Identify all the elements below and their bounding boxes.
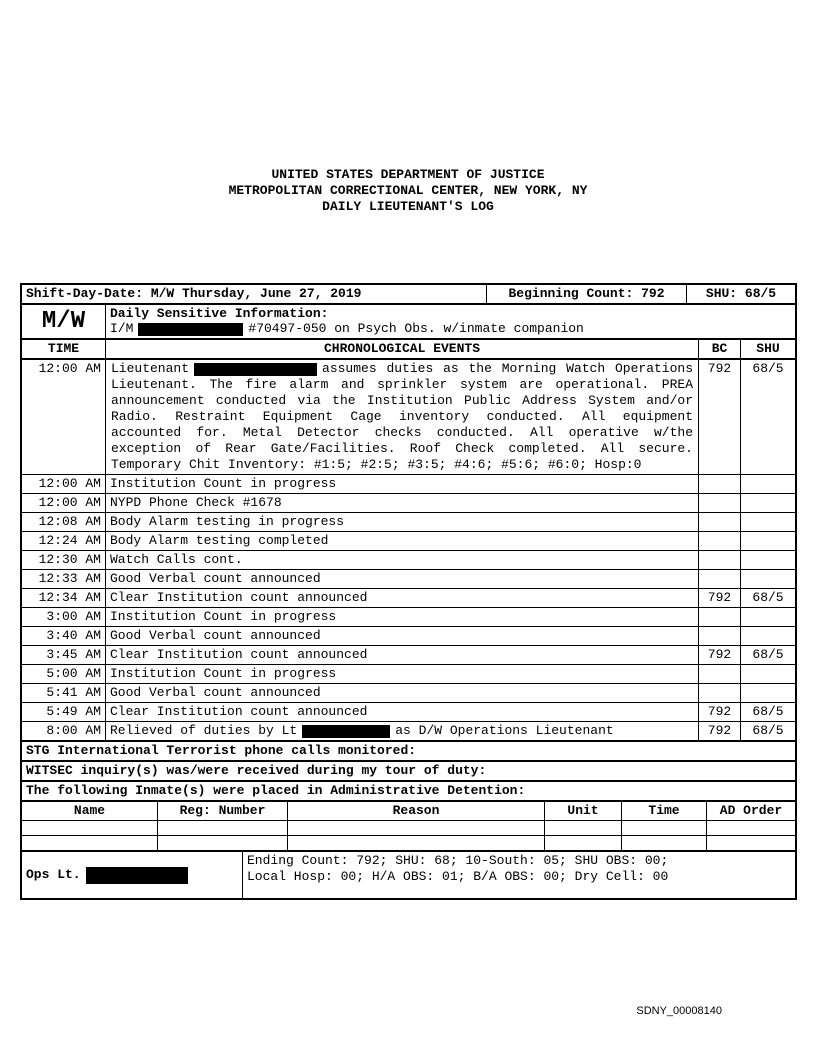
event-cell: NYPD Phone Check #1678 xyxy=(105,494,698,512)
bc-cell: 792 xyxy=(698,589,740,607)
log-row xyxy=(22,721,795,740)
ad-header-row xyxy=(22,800,795,820)
log-row xyxy=(22,664,795,683)
sensitive-text-before: I/M xyxy=(110,321,134,336)
shu-count: SHU: 68/5 xyxy=(686,285,795,303)
time-cell: 8:00 AM xyxy=(46,723,101,738)
ad-cell-time xyxy=(621,821,706,835)
shu-cell xyxy=(740,665,795,683)
shu-cell xyxy=(740,570,795,588)
ad-cell-unit xyxy=(544,836,621,850)
event-cell: Body Alarm testing in progress xyxy=(105,513,698,531)
bc-cell xyxy=(698,570,740,588)
event-cell: Clear Institution count announced xyxy=(105,703,698,721)
log-header-time: TIME xyxy=(47,341,80,356)
time-cell: 12:00 AM xyxy=(38,361,101,376)
redaction-box xyxy=(86,867,188,884)
bc-cell xyxy=(698,532,740,550)
shu-cell: 68/5 xyxy=(740,360,795,474)
time-cell: 3:45 AM xyxy=(46,647,101,662)
sensitive-info-label: Daily Sensitive Information: xyxy=(110,306,329,321)
bc-cell xyxy=(698,627,740,645)
shu-cell: 68/5 xyxy=(740,703,795,721)
bates-number: SDNY_00008140 xyxy=(636,1005,722,1017)
ad-cell-reg-number xyxy=(157,836,287,850)
event-cell: Institution Count in progress xyxy=(105,475,698,493)
shift-day-date: Shift-Day-Date: M/W Thursday, June 27, 2019 xyxy=(26,286,362,301)
event-cell: Body Alarm testing completed xyxy=(105,532,698,550)
bc-cell xyxy=(698,665,740,683)
section-ad-intro xyxy=(22,780,795,800)
header-facility: METROPOLITAN CORRECTIONAL CENTER, NEW YORK, NY xyxy=(228,183,588,198)
shu-cell xyxy=(740,608,795,626)
event-text-after: assumes duties as the Morning Watch Operations Lieutenant. The fire alarm and sprinkler system are operational. PREA announcement conducted via the Institution Public Address System and/or Radio. Restraint Equipment Cage inventory conducted. All equipment accounted for. Metal Detector checks conducted. All operative w/the exception of Rear Gate/Facilities. Roof Check completed. All secure. Temporary Chit Inventory: #1:5; #2:5; #3:5; #4:6; #5:6; #6:0; Hosp:0 xyxy=(111,361,693,472)
time-cell: 5:49 AM xyxy=(46,704,101,719)
log-row xyxy=(22,683,795,702)
log-row xyxy=(22,607,795,626)
log-row xyxy=(22,531,795,550)
sensitive-text-after: #70497-050 on Psych Obs. w/inmate companion xyxy=(248,321,584,336)
redaction-box xyxy=(138,323,243,336)
log-row xyxy=(22,645,795,664)
log-header-shu: SHU xyxy=(740,340,795,358)
ending-count-line2: Local Hosp: 00; H/A OBS: 01; B/A OBS: 00; Dry Cell: 00 xyxy=(247,869,669,884)
log-row xyxy=(22,493,795,512)
section-witsec-label: WITSEC inquiry(s) was/were received during my tour of duty: xyxy=(26,763,487,778)
ad-header-ad-order: AD Order xyxy=(706,802,795,820)
document-header xyxy=(0,167,816,215)
event-cell: Good Verbal count announced xyxy=(105,570,698,588)
ad-header-unit: Unit xyxy=(544,802,621,820)
event-text-before: Lieutenant xyxy=(111,361,190,376)
ad-cell-reason xyxy=(287,821,544,835)
section-stg-label: STG International Terrorist phone calls monitored: xyxy=(26,743,417,758)
time-cell: 12:34 AM xyxy=(38,590,101,605)
event-cell: Good Verbal count announced xyxy=(105,684,698,702)
bc-cell: 792 xyxy=(698,722,740,740)
section-stg xyxy=(22,740,795,760)
ad-cell-unit xyxy=(544,821,621,835)
log-row xyxy=(22,512,795,531)
ad-empty-row xyxy=(22,835,795,850)
log-header-row xyxy=(22,338,795,358)
time-cell: 12:30 AM xyxy=(38,552,101,567)
log-row xyxy=(22,702,795,721)
log-row xyxy=(22,569,795,588)
time-cell: 3:40 AM xyxy=(46,628,101,643)
time-cell: 12:00 AM xyxy=(38,495,101,510)
redaction-box xyxy=(194,363,317,376)
log-row xyxy=(22,588,795,607)
bc-cell xyxy=(698,513,740,531)
ad-header-name: Name xyxy=(73,803,106,818)
bc-cell xyxy=(698,494,740,512)
sensitive-info-row xyxy=(22,303,795,338)
ending-count-line1: Ending Count: 792; SHU: 68; 10-South: 05; SHU OBS: 00; xyxy=(247,853,669,868)
log-row xyxy=(22,550,795,569)
shu-cell xyxy=(740,475,795,493)
time-cell: 3:00 AM xyxy=(46,609,101,624)
ad-empty-row xyxy=(22,820,795,835)
sensitive-info-text xyxy=(110,321,791,337)
time-cell: 12:00 AM xyxy=(38,476,101,491)
bc-cell xyxy=(698,475,740,493)
shu-cell xyxy=(740,532,795,550)
ad-cell-time xyxy=(621,836,706,850)
log-header-events: CHRONOLOGICAL EVENTS xyxy=(105,340,698,358)
shu-cell: 68/5 xyxy=(740,722,795,740)
ad-cell-name xyxy=(22,836,157,850)
shu-cell: 68/5 xyxy=(740,589,795,607)
event-cell xyxy=(105,722,698,740)
beginning-count: Beginning Count: 792 xyxy=(486,285,686,303)
shu-cell: 68/5 xyxy=(740,646,795,664)
shu-cell xyxy=(740,627,795,645)
bc-cell: 792 xyxy=(698,703,740,721)
log-row xyxy=(22,358,795,474)
sensitive-info-cell xyxy=(105,305,795,338)
event-cell xyxy=(105,360,698,474)
bc-cell xyxy=(698,608,740,626)
bc-cell: 792 xyxy=(698,646,740,664)
ad-cell-reason xyxy=(287,836,544,850)
shu-cell xyxy=(740,513,795,531)
time-cell: 5:00 AM xyxy=(46,666,101,681)
log-table xyxy=(20,283,797,900)
log-row xyxy=(22,626,795,645)
ad-cell-ad-order xyxy=(706,836,795,850)
event-cell: Good Verbal count announced xyxy=(105,627,698,645)
shu-cell xyxy=(740,551,795,569)
ending-count-cell xyxy=(242,852,795,898)
event-cell: Clear Institution count announced xyxy=(105,589,698,607)
event-cell: Watch Calls cont. xyxy=(105,551,698,569)
ad-header-reg-number: Reg: Number xyxy=(157,802,287,820)
event-text-after: as D/W Operations Lieutenant xyxy=(395,723,614,738)
header-doc-title: DAILY LIEUTENANT'S LOG xyxy=(322,199,494,214)
shu-cell xyxy=(740,684,795,702)
time-cell: 12:08 AM xyxy=(38,514,101,529)
ad-cell-name xyxy=(22,821,157,835)
log-row xyxy=(22,474,795,493)
ad-header-reason: Reason xyxy=(287,802,544,820)
event-text-before: Relieved of duties by Lt xyxy=(110,723,298,738)
section-ad-intro-label: The following Inmate(s) were placed in Administrative Detention: xyxy=(26,783,526,798)
time-cell: 12:24 AM xyxy=(38,533,101,548)
ad-cell-ad-order xyxy=(706,821,795,835)
redaction-box xyxy=(302,725,390,738)
ops-lieutenant-cell xyxy=(22,852,242,898)
bc-cell: 792 xyxy=(698,360,740,474)
shu-cell xyxy=(740,494,795,512)
time-cell: 5:41 AM xyxy=(46,685,101,700)
section-witsec xyxy=(22,760,795,780)
event-cell: Institution Count in progress xyxy=(105,608,698,626)
event-cell: Institution Count in progress xyxy=(105,665,698,683)
bc-cell xyxy=(698,551,740,569)
event-cell: Clear Institution count announced xyxy=(105,646,698,664)
log-header-bc: BC xyxy=(698,340,740,358)
shift-code: M/W xyxy=(41,307,86,335)
ending-row xyxy=(22,850,795,898)
time-cell: 12:33 AM xyxy=(38,571,101,586)
header-agency: UNITED STATES DEPARTMENT OF JUSTICE xyxy=(271,167,545,182)
ad-header-time: Time xyxy=(621,802,706,820)
ad-cell-reg-number xyxy=(157,821,287,835)
shift-info-row xyxy=(22,285,795,303)
bc-cell xyxy=(698,684,740,702)
ops-lt-label: Ops Lt. xyxy=(26,867,81,882)
